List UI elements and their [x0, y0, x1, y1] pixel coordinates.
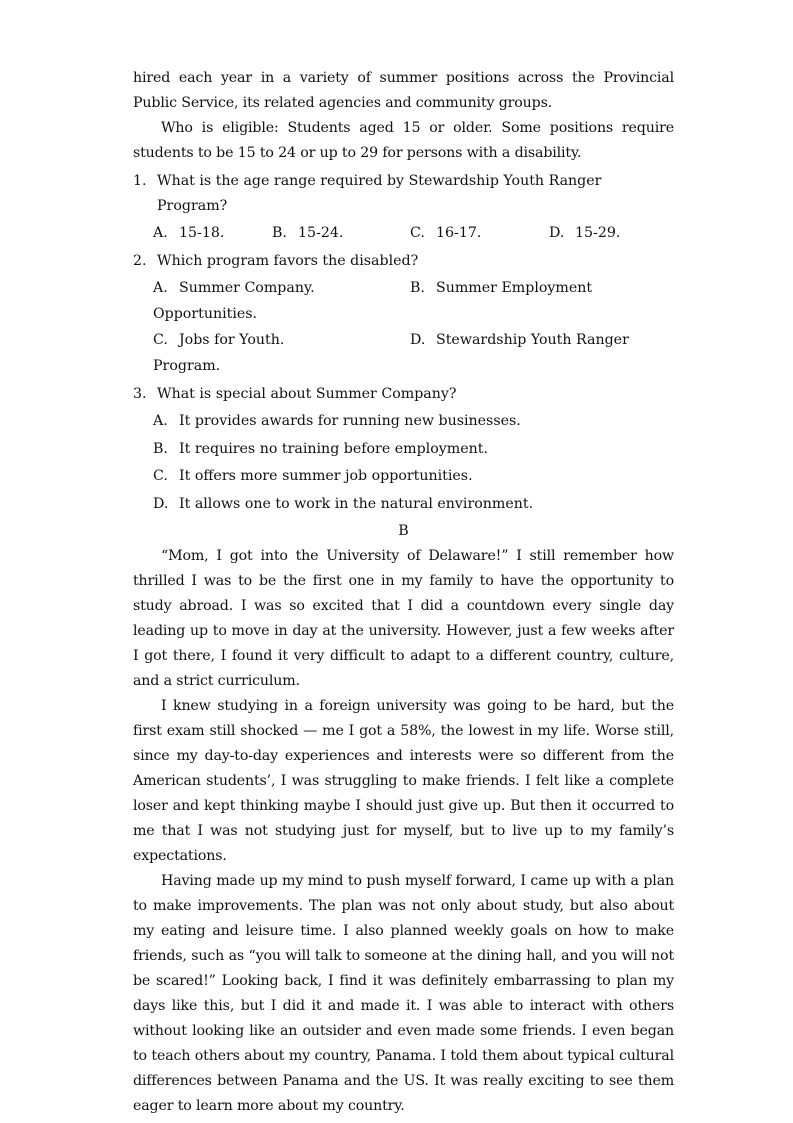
- question-1-options: [133, 221, 674, 246]
- passage-a-eligibility: Who is eligible: Students aged 15 or older. Some positions require students to be 15 to 24 or up to 29 for persons with a disability.: [133, 120, 674, 161]
- question-text: Which program favors the disabled?: [157, 253, 419, 269]
- passage-a-paragraph: hired each year in a variety of summer positions across the Provincial Public Service, its related agencies and community groups.: [133, 70, 674, 111]
- passage-b-paragraph-3: Having made up my mind to push myself forward, I came up with a plan to make improvements. The plan was not only about study, but also about my eating and leisure time. I also planned weekly goals on how to make friends, such as “you will talk to someone at the dining hall, and you will not be scared!” Looking back, I find it was definitely embarrassing to plan my days like this, but I did it and made it. I was able to interact with others without looking like an outsider and even made some friends. I even began to teach others about my country, Panama. I told them about typical cultural differences between Panama and the US. It was really exciting to see them eager to learn more about my country.: [133, 873, 674, 1114]
- option-b: B. It requires no training before employment.: [153, 440, 488, 457]
- question-2: [133, 249, 674, 274]
- question-text: What is the age range required by Stewardship Youth Ranger Program?: [157, 173, 602, 214]
- passage-b-paragraph-2: I knew studying in a foreign university was going to be hard, but the first exam still shocked — me I got a 58%, the lowest in my life. Worse still, since my day-to-day experiences and interests were so different from the American students’, I was struggling to make friends. I felt like a complete loser and kept thinking maybe I should just give up. But then it occurred to me that I was not studying just for myself, but to live up to my family’s expectations.: [133, 698, 674, 864]
- question-number: 1.: [133, 173, 147, 189]
- question-number: 3.: [133, 386, 147, 402]
- option-a: A. 15-18.: [153, 225, 225, 241]
- question-1: [133, 169, 674, 219]
- document-page: [133, 66, 674, 1119]
- option-b: B. 15-24.: [272, 225, 344, 241]
- option-b: B. Summer Employment: [410, 280, 593, 296]
- question-2-options: [133, 276, 674, 379]
- option-c: C. 16-17.: [410, 225, 482, 241]
- passage-b-paragraph-1: “Mom, I got into the University of Delaware!” I still remember how thrilled I was to be the first one in my family to have the opportunity to study abroad. I was so excited that I did a countdown every single day leading up to move in day at the university. However, just a few weeks after I got there, I found it very difficult to adapt to a different country, culture, and a strict curriculum.: [133, 548, 674, 689]
- question-number: 2.: [133, 253, 147, 269]
- question-text: What is special about Summer Company?: [157, 386, 457, 402]
- option-d-continued: Program.: [153, 357, 221, 374]
- section-b-heading: B: [398, 523, 409, 539]
- option-c: C. It offers more summer job opportunities.: [153, 468, 473, 484]
- option-d: D. Stewardship Youth Ranger: [410, 332, 629, 348]
- option-b-continued: Opportunities.: [153, 305, 258, 322]
- option-a: A. Summer Company.: [153, 280, 315, 296]
- option-a: A. It provides awards for running new businesses.: [153, 413, 521, 429]
- option-c: C. Jobs for Youth.: [153, 332, 285, 348]
- option-d: D. It allows one to work in the natural environment.: [153, 495, 534, 512]
- option-d: D. 15-29.: [549, 225, 621, 241]
- question-3: [133, 382, 674, 407]
